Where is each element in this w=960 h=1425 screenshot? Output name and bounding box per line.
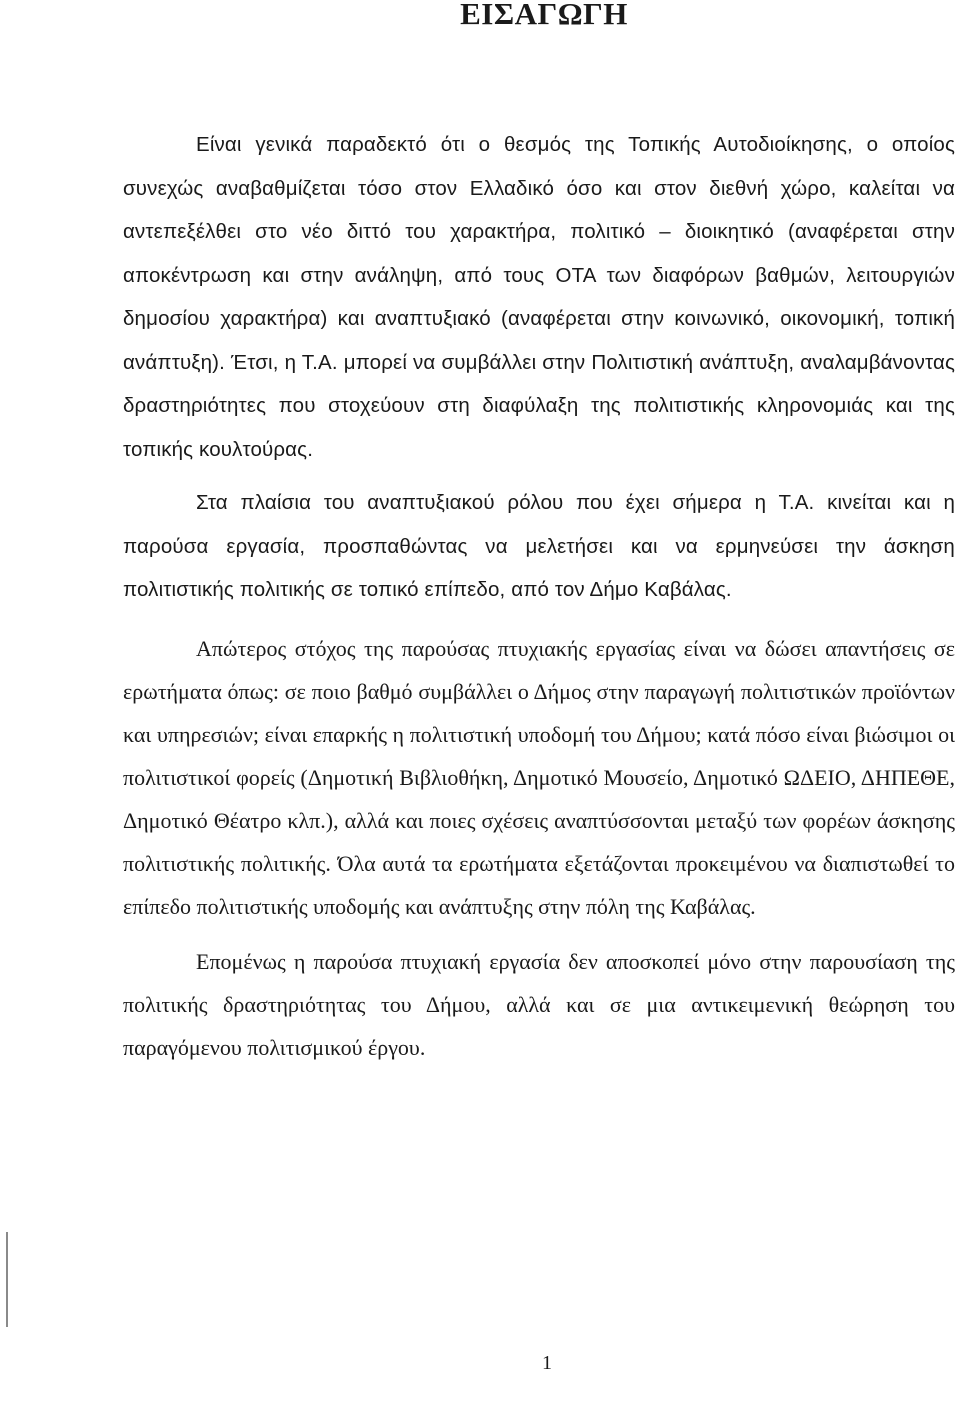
paragraph-conclusion: Επομένως η παρούσα πτυχιακή εργασία δεν αποσκοπεί μόνο στην παρουσίαση της πολιτικής δραστηριότητας του Δήμου, αλλά και σε μια αντικειμενική θεώρηση του παραγόμενου πολιτισμικού έργου. (123, 948, 955, 1060)
body-text (123, 123, 955, 1078)
paragraph-intro: Είναι γενικά παραδεκτό ότι ο θεσμός της Τοπικής Αυτοδιοίκησης, ο οποίος συνεχώς αναβαθμίζεται τόσο στον Ελλαδικό όσο και στον διεθνή χώρο, καλείται να αντεπεξέλθει στο νέο διττό του χαρακτήρα, πολιτικό – διοικητικό (αναφέρεται στην αποκέντρωση και στην ανάληψη, από τους ΟΤΑ των διαφόρων βαθμών, λειτουργιών δημοσίου χαρακτήρα) και αναπτυξιακό (αναφέρεται στην κοινωνικό, οικονομική, τοπική ανάπτυξη). Έτσι, η Τ.Α. μπορεί να συμβάλλει στην Πολιτιστική ανάπτυξη, αναλαμβάνοντας δραστηριότητες που στοχεύουν στη διαφύλαξη της πολιτιστικής κληρονομιάς και της τοπικής κουλτούρας. (123, 133, 955, 461)
paragraph-scope: Στα πλαίσια του αναπτυξιακού ρόλου που έχει σήμερα η Τ.Α. κινείται και η παρούσα εργασία, προσπαθώντας να μελετήσει και να ερμηνεύσει την άσκηση πολιτιστικής πολιτικής σε τοπικό επίπεδο, από τον Δήμο Καβάλας. (123, 491, 955, 601)
paragraph-objective: Απώτερος στόχος της παρούσας πτυχιακής εργασίας είναι να δώσει απαντήσεις σε ερωτήματα όπως: σε ποιο βαθμό συμβάλλει ο Δήμος στην παραγωγή πολιτιστικών προϊόντων και υπηρεσιών; είναι επαρκής η πολιτιστική υποδομή του Δήμου; κατά πόσο είναι βιώσιμοι οι πολιτιστικοί φορείς (Δημοτική Βιβλιοθήκη, Δημοτικό Μουσείο, Δημοτικό ΩΔΕΙΟ, ΔΗΠΕΘΕ, Δημοτικό Θέατρο κλπ.), αλλά και ποιες σχέσεις αναπτύσσονται μεταξύ των φορέων άσκησης πολιτιστικής πολιτικής. Όλα αυτά τα ερωτήματα εξετάζονται προκειμένου να διαπιστωθεί το επίπεδο πολιτιστικής υποδομής και ανάπτυξης στην πόλη της Καβάλας. (123, 635, 955, 919)
page-title: ΕΙΣΑΓΩΓΗ (460, 0, 628, 31)
page-number: 1 (542, 1352, 552, 1374)
scan-margin-mark (6, 1232, 8, 1327)
